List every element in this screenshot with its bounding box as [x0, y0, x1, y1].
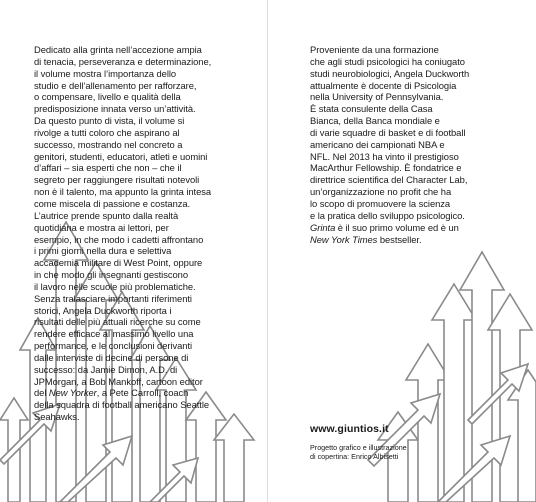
desc-line: L’autrice prende spunto dalla realtà [34, 209, 179, 221]
desc-fragment: del [34, 387, 49, 399]
desc-line: i primi giorni nella dura e selettiva [34, 245, 172, 257]
bio-fragment: è il suo primo volume ed è un [335, 221, 459, 233]
bio-line: NFL. Nel 2013 ha vinto il prestigioso [310, 150, 459, 162]
desc-line-new-yorker [34, 387, 248, 399]
bio-line: direttrice scientifica del Character Lab, [310, 174, 468, 186]
description-text [34, 44, 248, 423]
bio-line: lo scopo di promuovere la scienza [310, 197, 451, 209]
bio-line: americano dei campionati NBA e [310, 138, 445, 150]
desc-line: studio e dell’allenamento per rafforzare, [34, 79, 197, 91]
author-bio-text [310, 44, 520, 245]
bio-fragment: bestseller. [377, 233, 422, 245]
desc-line: risultati delle più attuali ricerche su come [34, 316, 201, 328]
desc-line: della squadra di football americano Seattle [34, 399, 210, 411]
desc-line: non è il talento, ma appunto la grinta intesa [34, 186, 212, 198]
desc-line: in che modo gli insegnanti gestiscono [34, 269, 188, 281]
bio-line: nella University of Pennsylvania. [310, 91, 444, 103]
desc-line: d’affari – sia esperti che non – che il [34, 162, 182, 174]
desc-line: successo, mostrando nel concreto a [34, 138, 183, 150]
bio-line: attualmente è docente di Psicologia [310, 79, 457, 91]
desc-line: rendere efficace al massimo livello una [34, 328, 194, 340]
desc-line: di tenacia, perseveranza e determinazione, [34, 55, 212, 67]
bio-line: Proveniente da una formazione [310, 44, 439, 55]
nyt-title: New York Times [310, 233, 378, 245]
bio-line-nyt [310, 234, 520, 246]
desc-line: rivolge a tutti coloro che aspirano al [34, 126, 180, 138]
publisher-website: www.giuntios.it [310, 423, 389, 435]
desc-line: predisposizione innata verso un’attività. [34, 103, 196, 115]
credits-line: Progetto grafico e illustrazione [310, 443, 407, 452]
desc-line: accademia militare di West Point, oppure [34, 257, 203, 269]
bio-line: di varie squadre di basket e di football [310, 126, 466, 138]
bio-line: Bianca, della Banca mondiale e [310, 115, 440, 127]
design-credits [310, 443, 510, 462]
desc-line: successo: da Jamie Dimon, A.D. di [34, 363, 178, 375]
bio-line: studi neurobiologici, Angela Duckworth [310, 67, 470, 79]
bio-line: e la pratica dello sviluppo psicologico. [310, 209, 465, 221]
bio-line-grinta [310, 222, 520, 234]
bio-line: che agli studi psicologici ha coniugato [310, 55, 465, 67]
desc-line: genitori, studenti, educatori, atleti e uomini [34, 150, 208, 162]
desc-line: come miscela di passione e costanza. [34, 197, 191, 209]
grinta-title: Grinta [310, 221, 336, 233]
desc-fragment: , a Pete Carroll, coach [96, 387, 189, 399]
desc-line: o compensare, livello e qualità della [34, 91, 181, 103]
desc-line: JPMorgan, a Bob Mankoff, cartoon editor [34, 375, 203, 387]
desc-line: il lavoro nelle scuole più problematiche. [34, 280, 196, 292]
right-flap [268, 0, 536, 502]
new-yorker-title: New Yorker [48, 387, 97, 399]
bio-line: È stata consulente della Casa [310, 103, 433, 115]
bio-line: un’organizzazione no profit che ha [310, 186, 452, 198]
desc-line: Dedicato alla grinta nell’accezione ampia [34, 44, 202, 55]
desc-line: esempio, in che modo i cadetti affrontano [34, 233, 204, 245]
desc-line: segreto per raggiungere risultati notevoli [34, 174, 200, 186]
desc-line: quotidiana e mostra ai lettori, per [34, 221, 169, 233]
bio-line: MacArthur Fellowship. È fondatrice e [310, 162, 462, 174]
desc-line: storici, Angela Duckworth riporta i [34, 304, 172, 316]
desc-line: performance, e le conclusioni derivanti [34, 340, 193, 352]
desc-line: Senza tralasciare importanti riferimenti [34, 292, 192, 304]
desc-line: dalle interviste di decine di persone di [34, 351, 189, 363]
desc-line: il volume mostra l’importanza dello [34, 67, 177, 79]
desc-line: Seahawks. [34, 411, 80, 423]
credits-line: di copertina: Enrico Albisetti [310, 452, 399, 462]
desc-line: Da questo punto di vista, il volume si [34, 115, 185, 127]
